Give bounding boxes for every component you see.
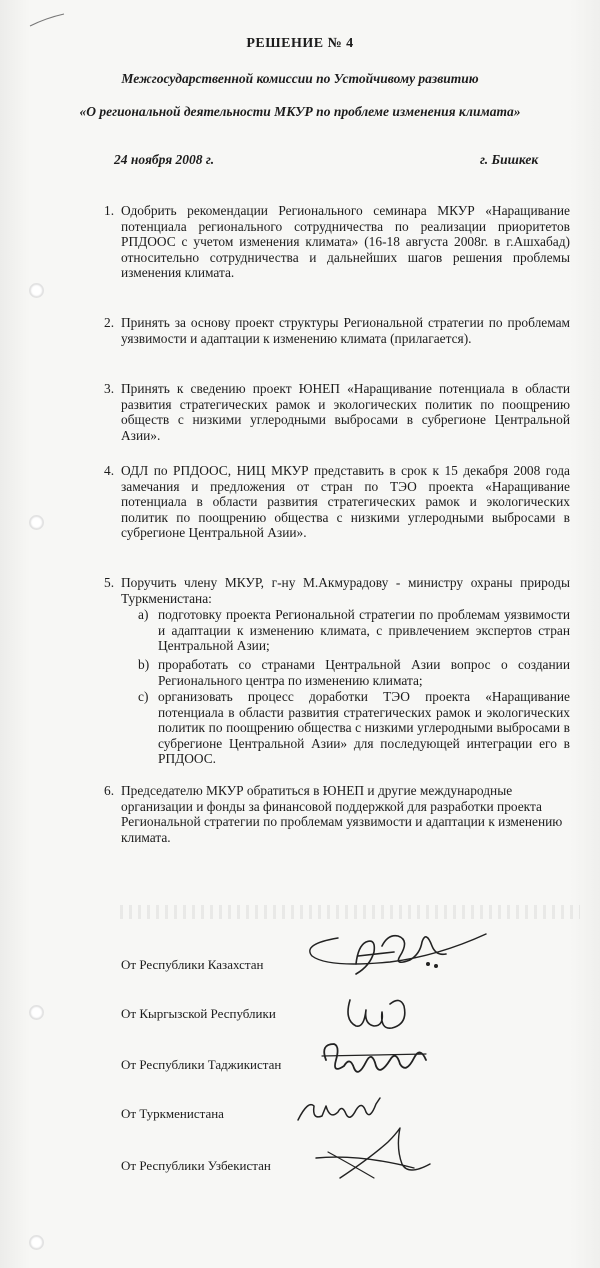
signature-label-kazakhstan: От Республики Казахстан	[121, 957, 264, 972]
item-number: 6.	[104, 783, 115, 798]
decision-item-5	[104, 575, 570, 606]
decision-item-4	[104, 463, 570, 541]
document-title: РЕШЕНИЕ № 4	[246, 36, 354, 51]
item-number: 1.	[104, 203, 115, 218]
subitem-letter: c)	[138, 689, 149, 704]
signature-uzbekistan	[310, 1124, 440, 1184]
subitem-b	[138, 657, 570, 688]
decision-item-2	[104, 315, 570, 346]
item-text: Принять к сведению проект ЮНЕП «Наращивание потенциала в области развития стратегических рамок и экологических политик по поощрению обществ с низкими углеродными выбросами в субрегионе Центральной Азии».	[121, 381, 570, 443]
decision-item-3	[104, 381, 570, 443]
document-place: г. Бишкек	[480, 152, 539, 167]
signature-label-tajikistan: От Республики Таджикистан	[121, 1057, 282, 1072]
subitem-c	[138, 689, 570, 767]
item-number: 4.	[104, 463, 115, 478]
punch-hole	[30, 1006, 43, 1019]
signature-kazakhstan	[298, 916, 488, 986]
item-number: 2.	[104, 315, 115, 330]
decision-item-1	[104, 203, 570, 281]
item-number: 5.	[104, 575, 115, 590]
item-text: ОДЛ по РПДООС, НИЦ МКУР представить в срок к 15 декабря 2008 года замечания и предложения от стран по ТЭО проекта «Наращивание потенциала в области развития стратегических рамок и экологических политик по поощрению общества с низкими углеродными выбросами в субрегионе Центральной Азии».	[121, 463, 570, 541]
subitem-text: организовать процесс доработки ТЭО проекта «Наращивание потенциала в области развития стратегических рамок и экологических политик по поощрению общества с низкими углеродными выбросами в субрегионе Центральной Азии» для последующей интеграции его в РПДООС.	[158, 689, 570, 767]
signature-label-turkmenistan: От Туркменистана	[121, 1106, 224, 1121]
pen-mark	[28, 12, 68, 32]
item-text: Председателю МКУР обратиться в ЮНЕП и другие международные организации и фонды за финансовой поддержкой для разработки проекта Региональной стратегии по проблемам уязвимости и адаптации к изменению климата.	[121, 783, 562, 845]
item-text: Одобрить рекомендации Регионального семинара МКУР «Наращивание потенциала регионального сотрудничества по реализации приоритетов РПДООС с учетом изменения климата» (16-18 августа 2008г. в г.Ашхабад) относительно сотрудничества и дальнейших шагов решения проблемы изменения климата.	[121, 203, 570, 281]
document-subtitle: Межгосударственной комиссии по Устойчивому развитию	[121, 71, 479, 86]
document-date: 24 ноября 2008 г.	[114, 152, 215, 167]
signature-label-uzbekistan: От Республики Узбекистан	[121, 1158, 271, 1173]
signature-tajikistan	[314, 1036, 434, 1086]
subitem-a	[138, 607, 570, 654]
subitem-text: подготовку проекта Региональной стратегии по проблемам уязвимости и адаптации к изменению климата, с привлечением экспертов стран Центральной Азии;	[158, 607, 570, 654]
signature-kyrgyzstan	[330, 990, 430, 1040]
decision-item-6	[104, 783, 562, 845]
subitem-letter: a)	[138, 607, 149, 622]
subitem-text: проработать со странами Центральной Азии вопрос о создании Регионального центра по изменению климата;	[158, 657, 570, 688]
punch-hole	[30, 1236, 43, 1249]
punch-hole	[30, 516, 43, 529]
document-subject: «О региональной деятельности МКУР по проблеме изменения климата»	[79, 104, 521, 119]
signature-label-kyrgyzstan: От Кыргызской Республики	[121, 1006, 276, 1021]
item-text: Поручить члену МКУР, г-ну М.Акмурадову - министру охраны природы Туркменистана:	[121, 575, 570, 606]
item-text: Принять за основу проект структуры Региональной стратегии по проблемам уязвимости и адаптации к изменению климата (прилагается).	[121, 315, 570, 346]
item-number: 3.	[104, 381, 115, 396]
subitem-letter: b)	[138, 657, 150, 672]
punch-hole	[30, 284, 43, 297]
